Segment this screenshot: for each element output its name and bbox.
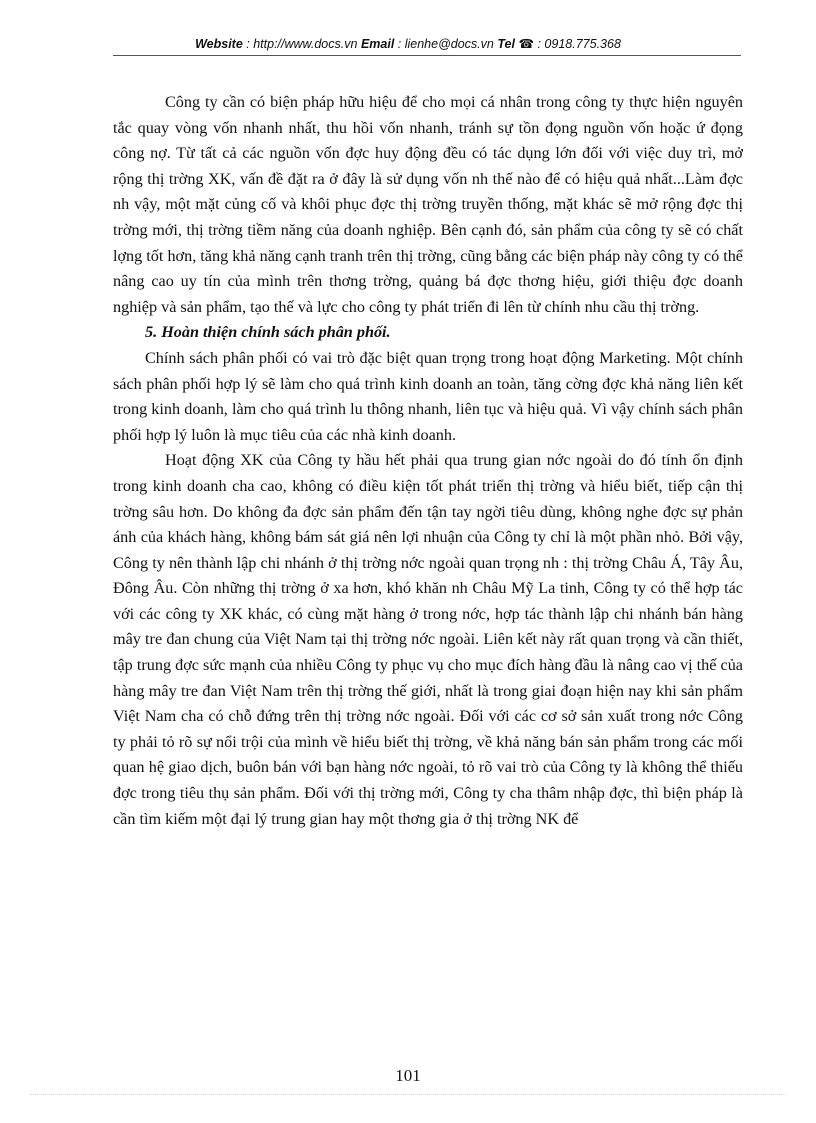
document-body [113,90,743,832]
tel-label: Tel [497,37,515,51]
section-heading: 5. Hoàn thiện chính sách phân phối. [145,323,391,342]
website-value: : http://www.docs.vn [246,37,358,51]
paragraph-capital-management: Công ty cần có biện pháp hữu hiệu để cho mọi cá nhân trong công ty thực hiện nguyên tắc quay vòng vốn nhanh nhất, thu hồi vốn nhanh, tránh sự tồn đọng nguồn vốn hoặc ứ đọng công nợ. Từ tất cả các nguồn vốn đợc huy động đều có tác dụng lớn đối với việc duy trì, mở rộng thị trờng XK, vấn đề đặt ra ở đây là sử dụng vốn nh thế nào để có hiệu quả nhất...Làm đợc nh vậy, một mặt củng cố và khôi phục đợc thị trờng truyền thống, mặt khác sẽ mở rộng đợc thị trờng mới, thị trờng tiềm năng của doanh nghiệp. Bên cạnh đó, sản phẩm của công ty sẽ có chất lợng tốt hơn, tăng khả năng cạnh tranh trên thị trờng, cũng bằng các biện pháp này công ty có thể nâng cao uy tín của mình trên thơng trờng, quảng bá đợc thơng hiệu, giới thiệu đợc doanh nghiệp và sản phẩm, tạo thế và lực cho công ty phát triển đi lên từ chính nhu cầu thị trờng. [113,93,743,316]
page-number: 101 [395,1066,421,1085]
footer-divider [30,1094,786,1095]
paragraph-distribution-policy: Chính sách phân phối có vai trò đặc biệt quan trọng trong hoạt động Marketing. Một chính sách phân phối hợp lý sẽ làm cho quá trình kinh doanh an toàn, tăng cờng đợc khả năng liên kết trong kinh doanh, làm cho quá trình lu thông nhanh, liên tục và hiệu quả. Vì vậy chính sách phân phối hợp lý luôn là mục tiêu của các nhà kinh doanh. [113,348,743,444]
tel-value: ☎ : 0918.775.368 [518,37,621,51]
paragraph-export-activities: Hoạt động XK của Công ty hầu hết phải qua trung gian nớc ngoài do đó tính ổn định trong kinh doanh cha cao, không có điều kiện tốt phát triển thị trờng và hiểu biết, tiếp cận thị trờng sâu hơn. Do không đa đợc sản phẩm đến tận tay ngời tiêu dùng, không nghe đợc sự phản ánh của khách hàng, không bám sát giá nên lợi nhuận của Công ty chỉ là một phần nhỏ. Bởi vậy, Công ty nên thành lập chi nhánh ở thị trờng nớc ngoài quan trọng nh : thị trờng Châu Á, Tây Âu, Đông Âu. Còn những thị trờng ở xa hơn, khó khăn nh Châu Mỹ La tinh, Công ty có thể hợp tác với các công ty XK khác, có cùng mặt hàng ở trong nớc, hợp tác thành lập chi nhánh bán hàng mây tre đan chung của Việt Nam tại thị trờng nớc ngoài. Liên kết này rất quan trọng và cần thiết, tập trung đợc sức mạnh của nhiều Công ty phục vụ cho mục đích hàng đầu là nâng cao vị thế của hàng mây tre đan Việt Nam trên thị trờng thế giới, nhất là trong giai đoạn hiện nay khi sản phẩm Việt Nam cha có chỗ đứng trên thị trờng nớc ngoài. Đối với các cơ sở sản xuất trong nớc Công ty phải tỏ rõ sự nổi trội của mình về hiểu biết thị trờng, về khả năng bán sản phẩm trong các mối quan hệ giao dịch, buôn bán với bạn hàng nớc ngoài, tỏ rõ vai trò của Công ty là không thể thiếu đợc trong tiêu thụ sản phẩm. Đối với thị trờng mới, Công ty cha thâm nhập đợc, thì biện pháp là cần tìm kiếm một đại lý trung gian hay một thơng gia ở thị trờng NK để [113,451,743,828]
header-divider [113,55,741,56]
website-label: Website [195,37,243,51]
email-value: : lienhe@docs.vn [397,37,494,51]
page-header [0,36,816,51]
email-label: Email [360,37,395,51]
